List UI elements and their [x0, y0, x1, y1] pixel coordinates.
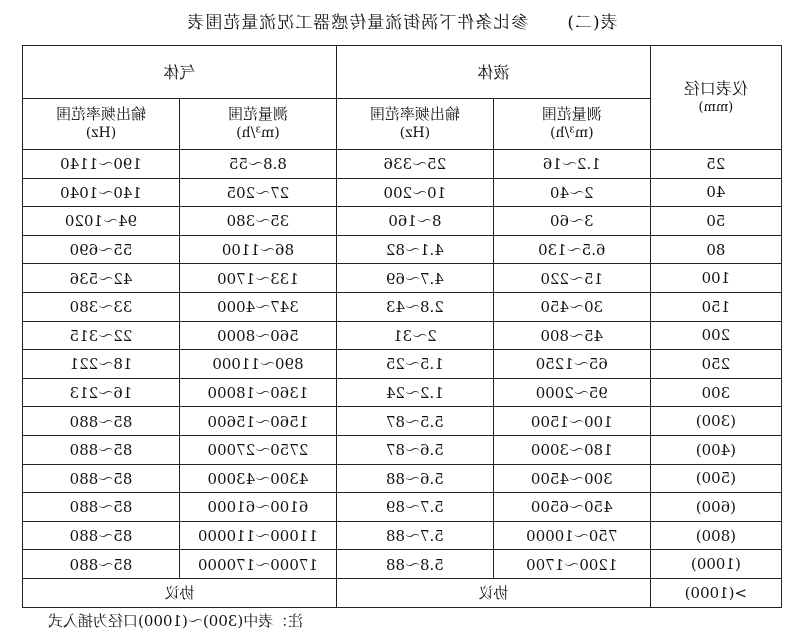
table-row — [23, 493, 782, 522]
gas-freq-cell: 33～380 — [23, 292, 180, 321]
gas-freq-cell: 18～221 — [23, 350, 180, 379]
gas-freq-cell: 190～1140 — [23, 150, 180, 179]
table-row — [23, 407, 782, 436]
liquid-flow-cell: 100～1500 — [493, 407, 650, 436]
liquid-flow-cell: 180～3000 — [493, 435, 650, 464]
diameter-cell: 50 — [650, 207, 781, 236]
table-row — [23, 521, 782, 550]
diameter-cell: (400) — [650, 435, 781, 464]
diameter-cell: (600) — [650, 493, 781, 522]
liquid-flow-cell: 45～800 — [493, 321, 650, 350]
table-row — [23, 378, 782, 407]
liquid-header: 液体 — [336, 46, 650, 99]
gas-flow-cell: 35～380 — [179, 207, 336, 236]
liquid-freq-cell: 5.5～87 — [336, 407, 493, 436]
gas-freq-cell: 85～880 — [23, 521, 180, 550]
gas-freq-header — [23, 99, 180, 150]
diameter-cell: 250 — [650, 350, 781, 379]
liquid-flow-cell: 95～2000 — [493, 378, 650, 407]
diameter-cell: 100 — [650, 264, 781, 293]
liquid-flow-cell: 30～450 — [493, 292, 650, 321]
table-caption: 参比条件下涡街流量传感器工况流量范围表 — [186, 13, 529, 33]
liquid-freq-cell: 5.6～88 — [336, 464, 493, 493]
liquid-freq-cell: 1.2～24 — [336, 378, 493, 407]
liquid-agreement-cell: 协议 — [336, 578, 650, 607]
liquid-freq-cell: 5.8～88 — [336, 550, 493, 579]
diameter-header — [650, 46, 781, 150]
liquid-flow-cell: 750～10000 — [493, 521, 650, 550]
gas-freq-cell: 42～536 — [23, 264, 180, 293]
liquid-flow-cell: 65～1250 — [493, 350, 650, 379]
gas-flow-cell: 27～205 — [179, 178, 336, 207]
gas-freq-cell: 140～1040 — [23, 178, 180, 207]
liquid-freq-cell: 25～336 — [336, 150, 493, 179]
diameter-cell: 200 — [650, 321, 781, 350]
table-note: 注：表中(300)～(1000)口径为插入式 — [48, 612, 304, 630]
gas-freq-cell: 94～1020 — [23, 207, 180, 236]
gas-flow-cell: 133～1700 — [179, 264, 336, 293]
liquid-flow-cell: 2～40 — [493, 178, 650, 207]
liquid-freq-cell: 5.7～88 — [336, 521, 493, 550]
diameter-cell: (300) — [650, 407, 781, 436]
gas-freq-cell: 85～880 — [23, 407, 180, 436]
gas-freq-cell: 85～880 — [23, 435, 180, 464]
table-row — [23, 292, 782, 321]
diameter-cell: 40 — [650, 178, 781, 207]
liquid-flow-cell: 300～4500 — [493, 464, 650, 493]
flow-range-table — [22, 45, 782, 608]
table-title — [0, 8, 804, 33]
freq-unit: (Hz) — [85, 125, 117, 141]
table-row — [23, 207, 782, 236]
flow-label: 测量范围 — [227, 105, 288, 123]
liquid-flow-cell: 1.2～16 — [493, 150, 650, 179]
flow-label: 测量范围 — [541, 105, 602, 123]
table-row — [23, 235, 782, 264]
gas-flow-cell: 560～8000 — [179, 321, 336, 350]
gas-flow-cell: 17000～170000 — [179, 550, 336, 579]
table-row — [23, 178, 782, 207]
gas-agreement-cell: 协议 — [23, 578, 337, 607]
freq-unit: (Hz) — [399, 125, 431, 141]
freq-label: 输出频率范围 — [55, 105, 146, 123]
liquid-freq-cell: 1.5～25 — [336, 350, 493, 379]
liquid-freq-cell: 8～160 — [336, 207, 493, 236]
liquid-freq-cell: 4.7～69 — [336, 264, 493, 293]
liquid-freq-cell: 2～31 — [336, 321, 493, 350]
diameter-cell: (800) — [650, 521, 781, 550]
diameter-label: 仪表口径 — [683, 78, 748, 98]
table-row — [23, 321, 782, 350]
gas-freq-cell: 16～213 — [23, 378, 180, 407]
gas-flow-cell: 347～4000 — [179, 292, 336, 321]
gas-header: 气体 — [23, 46, 337, 99]
gas-freq-cell: 22～315 — [23, 321, 180, 350]
table-row — [23, 435, 782, 464]
gas-flow-cell: 890～11000 — [179, 350, 336, 379]
table-row — [23, 264, 782, 293]
liquid-freq-cell: 5.7～89 — [336, 493, 493, 522]
diameter-cell: 150 — [650, 292, 781, 321]
diameter-cell: >(1000) — [650, 578, 781, 607]
gas-freq-cell: 85～880 — [23, 464, 180, 493]
freq-label: 输出频率范围 — [369, 105, 460, 123]
gas-flow-header — [179, 99, 336, 150]
flow-unit: (m³/h) — [550, 125, 594, 141]
table-row — [23, 350, 782, 379]
liquid-flow-cell: 6.5～130 — [493, 235, 650, 264]
gas-flow-cell: 8.8～55 — [179, 150, 336, 179]
gas-flow-cell: 86～1100 — [179, 235, 336, 264]
liquid-flow-cell: 450～6500 — [493, 493, 650, 522]
table-row — [23, 550, 782, 579]
gas-freq-cell: 55～690 — [23, 235, 180, 264]
diameter-unit: (mm) — [698, 99, 734, 115]
flow-unit: (m³/h) — [236, 125, 280, 141]
gas-flow-cell: 6100～61000 — [179, 493, 336, 522]
liquid-flow-cell: 1200～1700 — [493, 550, 650, 579]
liquid-freq-cell: 5.6～87 — [336, 435, 493, 464]
liquid-flow-header — [493, 99, 650, 150]
diameter-cell: 80 — [650, 235, 781, 264]
diameter-cell: (1000) — [650, 550, 781, 579]
liquid-freq-cell: 2.8～43 — [336, 292, 493, 321]
gas-flow-cell: 1560～15600 — [179, 407, 336, 436]
table-row — [23, 578, 782, 607]
gas-flow-cell: 2750～27000 — [179, 435, 336, 464]
table-number: 表(二) — [566, 13, 618, 33]
gas-freq-cell: 85～880 — [23, 493, 180, 522]
gas-freq-cell: 85～880 — [23, 550, 180, 579]
diameter-cell: 25 — [650, 150, 781, 179]
diameter-cell: (500) — [650, 464, 781, 493]
gas-flow-cell: 4300～43000 — [179, 464, 336, 493]
gas-flow-cell: 1360～18000 — [179, 378, 336, 407]
liquid-flow-cell: 3～60 — [493, 207, 650, 236]
table-row — [23, 150, 782, 179]
liquid-freq-cell: 10～200 — [336, 178, 493, 207]
diameter-cell: 300 — [650, 378, 781, 407]
gas-flow-cell: 11000～110000 — [179, 521, 336, 550]
table-row — [23, 464, 782, 493]
liquid-freq-cell: 4.1～82 — [336, 235, 493, 264]
liquid-freq-header — [336, 99, 493, 150]
liquid-flow-cell: 15～220 — [493, 264, 650, 293]
